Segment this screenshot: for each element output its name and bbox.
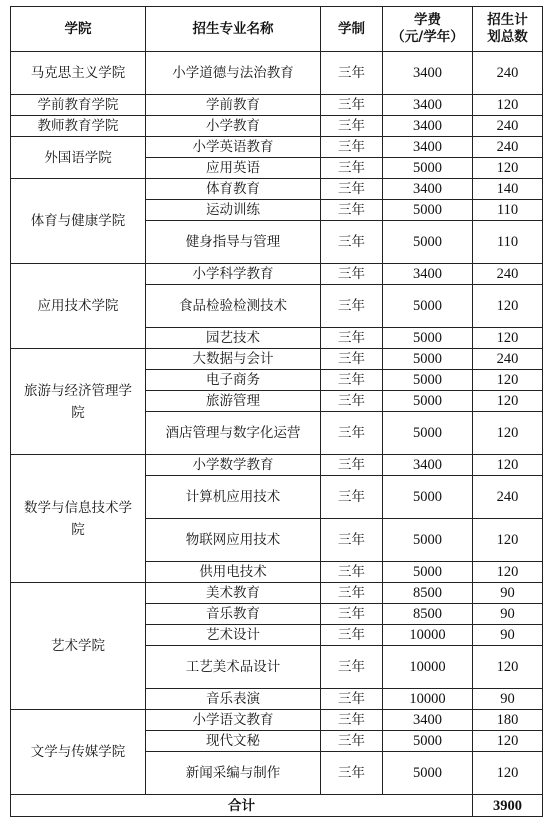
fee-cell: 5000	[383, 200, 473, 221]
fee-cell: 10000	[383, 689, 473, 710]
major-cell: 体育教育	[146, 179, 321, 200]
college-cell: 文学与传媒学院	[11, 710, 146, 795]
major-cell: 小学道德与法治教育	[146, 52, 321, 95]
duration-cell: 三年	[321, 116, 383, 137]
quota-cell: 120	[473, 328, 543, 349]
duration-cell: 三年	[321, 562, 383, 583]
duration-cell: 三年	[321, 583, 383, 604]
table-row	[11, 116, 543, 137]
quota-cell: 110	[473, 200, 543, 221]
quota-cell: 110	[473, 221, 543, 264]
table-row	[11, 137, 543, 158]
header-fee-line1: 学费	[414, 12, 441, 28]
duration-cell: 三年	[321, 264, 383, 285]
college-cell: 学前教育学院	[11, 95, 146, 116]
duration-cell: 三年	[321, 95, 383, 116]
table-row	[11, 710, 543, 731]
table-row	[11, 179, 543, 200]
quota-cell: 240	[473, 476, 543, 519]
table-row	[11, 583, 543, 604]
duration-cell: 三年	[321, 52, 383, 95]
major-cell: 小学英语教育	[146, 137, 321, 158]
major-cell: 小学数学教育	[146, 455, 321, 476]
college-cell-text: 数学与信息技术学院	[24, 499, 132, 538]
major-cell: 供用电技术	[146, 562, 321, 583]
table-row	[11, 52, 543, 95]
quota-cell: 90	[473, 625, 543, 646]
college-cell: 体育与健康学院	[11, 179, 146, 264]
major-cell: 旅游管理	[146, 391, 321, 412]
major-cell: 音乐教育	[146, 604, 321, 625]
major-cell: 大数据与会计	[146, 349, 321, 370]
duration-cell: 三年	[321, 285, 383, 328]
college-cell	[11, 349, 146, 455]
college-cell: 教师教育学院	[11, 116, 146, 137]
duration-cell: 三年	[321, 349, 383, 370]
fee-cell: 5000	[383, 752, 473, 795]
major-cell: 酒店管理与数字化运营	[146, 412, 321, 455]
quota-cell: 120	[473, 285, 543, 328]
quota-cell: 120	[473, 158, 543, 179]
duration-cell: 三年	[321, 625, 383, 646]
duration-cell: 三年	[321, 412, 383, 455]
table-row	[11, 349, 543, 370]
fee-cell: 5000	[383, 476, 473, 519]
fee-cell: 5000	[383, 328, 473, 349]
total-value: 3900	[473, 795, 543, 817]
fee-cell: 3400	[383, 137, 473, 158]
major-cell: 小学教育	[146, 116, 321, 137]
duration-cell: 三年	[321, 731, 383, 752]
duration-cell: 三年	[321, 476, 383, 519]
quota-cell: 180	[473, 710, 543, 731]
college-cell: 外国语学院	[11, 137, 146, 179]
fee-cell: 5000	[383, 519, 473, 562]
major-cell: 小学科学教育	[146, 264, 321, 285]
header-fee	[383, 7, 473, 52]
major-cell: 计算机应用技术	[146, 476, 321, 519]
college-cell: 马克思主义学院	[11, 52, 146, 95]
fee-cell: 5000	[383, 731, 473, 752]
quota-cell: 240	[473, 137, 543, 158]
major-cell: 美术教育	[146, 583, 321, 604]
major-cell: 物联网应用技术	[146, 519, 321, 562]
major-cell: 园艺技术	[146, 328, 321, 349]
header-quota-line1: 招生计	[487, 12, 528, 28]
duration-cell: 三年	[321, 604, 383, 625]
enrollment-table	[10, 6, 543, 817]
header-college: 学院	[11, 7, 146, 52]
quota-cell: 120	[473, 370, 543, 391]
major-cell: 学前教育	[146, 95, 321, 116]
fee-cell: 5000	[383, 158, 473, 179]
major-cell: 食品检验检测技术	[146, 285, 321, 328]
duration-cell: 三年	[321, 328, 383, 349]
fee-cell: 5000	[383, 370, 473, 391]
major-cell: 应用英语	[146, 158, 321, 179]
fee-cell: 8500	[383, 604, 473, 625]
fee-cell: 5000	[383, 285, 473, 328]
total-row	[11, 795, 543, 817]
major-cell: 工艺美术品设计	[146, 646, 321, 689]
fee-cell: 3400	[383, 455, 473, 476]
quota-cell: 120	[473, 731, 543, 752]
quota-cell: 90	[473, 604, 543, 625]
header-duration: 学制	[321, 7, 383, 52]
duration-cell: 三年	[321, 710, 383, 731]
quota-cell: 120	[473, 646, 543, 689]
duration-cell: 三年	[321, 158, 383, 179]
table-row	[11, 95, 543, 116]
quota-cell: 240	[473, 116, 543, 137]
table-row	[11, 455, 543, 476]
fee-cell: 5000	[383, 349, 473, 370]
fee-cell: 10000	[383, 625, 473, 646]
table-row	[11, 264, 543, 285]
quota-cell: 140	[473, 179, 543, 200]
fee-cell: 8500	[383, 583, 473, 604]
quota-cell: 120	[473, 752, 543, 795]
duration-cell: 三年	[321, 179, 383, 200]
quota-cell: 240	[473, 349, 543, 370]
fee-cell: 3400	[383, 264, 473, 285]
duration-cell: 三年	[321, 689, 383, 710]
major-cell: 现代文秘	[146, 731, 321, 752]
fee-cell: 3400	[383, 179, 473, 200]
duration-cell: 三年	[321, 391, 383, 412]
college-cell-text: 旅游与经济管理学院	[24, 382, 132, 421]
fee-cell: 5000	[383, 412, 473, 455]
fee-cell: 5000	[383, 562, 473, 583]
major-cell: 运动训练	[146, 200, 321, 221]
major-cell: 电子商务	[146, 370, 321, 391]
fee-cell: 5000	[383, 221, 473, 264]
header-fee-line2: （元/学年）	[391, 29, 464, 45]
total-label: 合计	[11, 795, 473, 817]
header-row	[11, 7, 543, 52]
duration-cell: 三年	[321, 200, 383, 221]
duration-cell: 三年	[321, 370, 383, 391]
quota-cell: 240	[473, 264, 543, 285]
quota-cell: 240	[473, 52, 543, 95]
duration-cell: 三年	[321, 221, 383, 264]
fee-cell: 3400	[383, 710, 473, 731]
quota-cell: 90	[473, 583, 543, 604]
major-cell: 艺术设计	[146, 625, 321, 646]
fee-cell: 10000	[383, 646, 473, 689]
quota-cell: 120	[473, 455, 543, 476]
fee-cell: 3400	[383, 95, 473, 116]
major-cell: 音乐表演	[146, 689, 321, 710]
college-cell	[11, 455, 146, 583]
quota-cell: 90	[473, 689, 543, 710]
duration-cell: 三年	[321, 646, 383, 689]
quota-cell: 120	[473, 95, 543, 116]
duration-cell: 三年	[321, 519, 383, 562]
college-cell: 艺术学院	[11, 583, 146, 710]
header-quota	[473, 7, 543, 52]
quota-cell: 120	[473, 412, 543, 455]
fee-cell: 3400	[383, 116, 473, 137]
quota-cell: 120	[473, 391, 543, 412]
duration-cell: 三年	[321, 137, 383, 158]
header-major: 招生专业名称	[146, 7, 321, 52]
major-cell: 新闻采编与制作	[146, 752, 321, 795]
major-cell: 健身指导与管理	[146, 221, 321, 264]
fee-cell: 3400	[383, 52, 473, 95]
college-cell: 应用技术学院	[11, 264, 146, 349]
duration-cell: 三年	[321, 455, 383, 476]
quota-cell: 120	[473, 519, 543, 562]
header-quota-line2: 划总数	[487, 29, 528, 45]
major-cell: 小学语文教育	[146, 710, 321, 731]
quota-cell: 120	[473, 562, 543, 583]
duration-cell: 三年	[321, 752, 383, 795]
fee-cell: 5000	[383, 391, 473, 412]
